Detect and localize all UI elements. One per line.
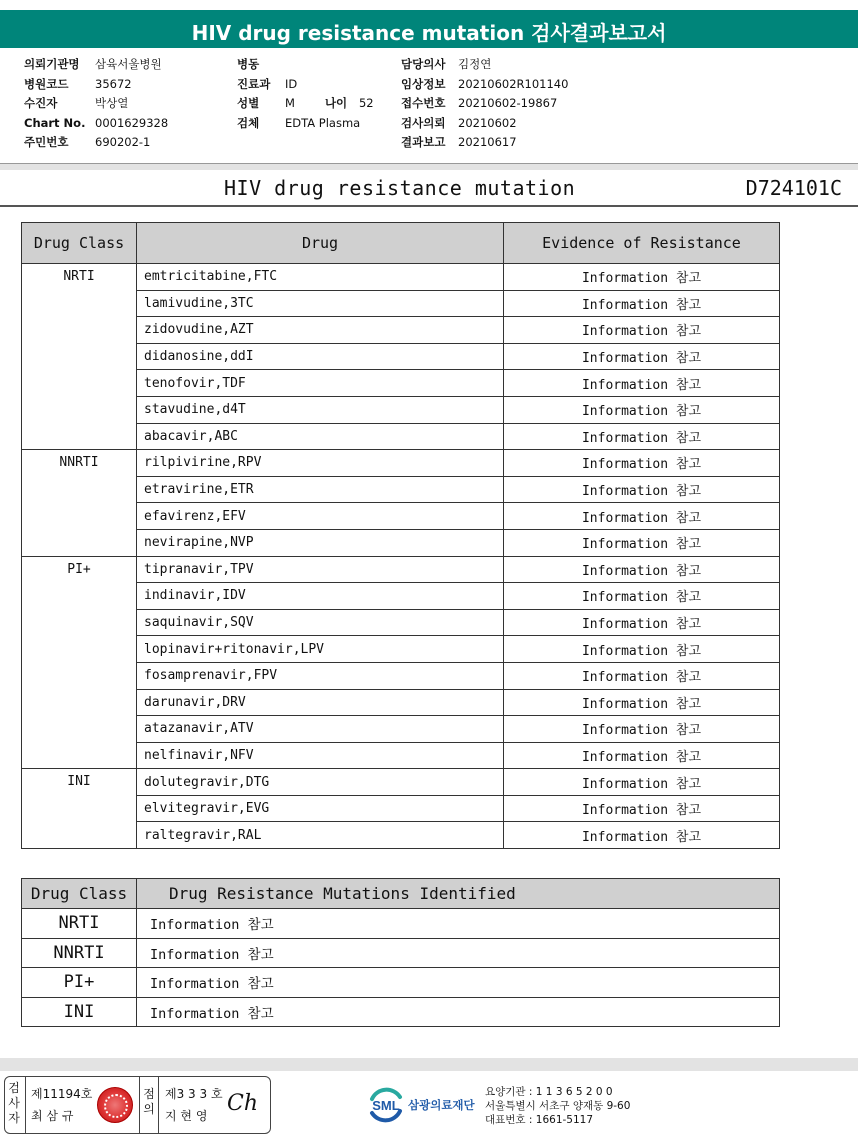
table-row [22,997,780,1027]
drug-cell: didanosine,ddI [137,343,504,370]
evidence-cell: Information 참고 [504,503,780,530]
footer-band [0,1058,858,1071]
header-drug-class: Drug Class [22,879,137,909]
info-row [237,94,374,114]
drug-cell: darunavir,DRV [137,689,504,716]
info-label: Chart No. [24,115,86,130]
info-value: 0001629328 [95,115,169,130]
drug-cell: indinavir,IDV [137,583,504,610]
drug-cell: nevirapine,NVP [137,529,504,556]
address-line: 서울특별시 서초구 양재동 9-60 [485,1100,631,1112]
evidence-cell: Information 참고 [504,556,780,583]
header-evidence: Evidence of Resistance [504,223,780,264]
table-row [22,450,780,477]
drug-class-cell: NRTI [22,264,137,450]
mutations-table [21,878,780,1027]
drug-cell: abacavir,ABC [137,423,504,450]
evidence-cell: Information 참고 [504,742,780,769]
info-value: EDTA Plasma [285,115,361,130]
info-label: 주민번호 [24,135,69,149]
table-row [22,769,780,796]
table-row [22,264,780,291]
drug-class-cell: INI [22,769,137,849]
info-value: M [285,96,295,110]
table-row [22,909,780,939]
info-label: 검사의뢰 [401,115,446,130]
drug-class-cell: INI [22,997,137,1027]
evidence-cell: Information 참고 [504,423,780,450]
drug-cell: nelfinavir,NFV [137,742,504,769]
evidence-cell: Information 참고 [504,396,780,423]
title-separator [0,205,858,207]
divider [25,1077,26,1133]
info-row [24,133,168,153]
grey-band [0,164,858,170]
info-row [24,55,168,75]
patient-info-col3 [401,55,568,153]
evidence-cell: Information 참고 [504,716,780,743]
inspector-number: 제11194호 [31,1087,93,1101]
info-label: 성별 [237,96,260,110]
evidence-cell: Information 참고 [504,795,780,822]
evidence-cell: Information 참고 [504,662,780,689]
age-value: 52 [358,96,374,110]
info-label: 의뢰기관명 [24,57,80,71]
info-label: 담당의사 [401,57,446,71]
header-mutations: Drug Resistance Mutations Identified [137,879,780,909]
drug-cell: tipranavir,TPV [137,556,504,583]
drug-cell: emtricitabine,FTC [137,264,504,291]
drug-cell: dolutegravir,DTG [137,769,504,796]
patient-info-col2 [237,55,374,133]
evidence-cell: Information 참고 [504,609,780,636]
info-label: 결과보고 [401,135,446,149]
info-label: 병동 [237,57,260,71]
signature-box [4,1076,271,1134]
drug-class-cell: NNRTI [22,938,137,968]
report-title: HIV drug resistance mutation [224,176,576,200]
drug-class-cell: PI+ [22,556,137,769]
info-row [237,75,374,95]
drug-class-cell: NNRTI [22,450,137,556]
evidence-cell: Information 참고 [504,769,780,796]
address-line: 요양기관 : 1 1 3 6 5 2 0 0 [485,1086,613,1098]
reviewer-name: 지 현 영 [165,1109,208,1123]
table-row [22,968,780,998]
divider [158,1077,159,1133]
mutation-info-cell: Information 참고 [137,909,780,939]
table-row [22,556,780,583]
reviewer-number: 제3 3 3 호 [165,1087,223,1101]
header-drug: Drug [137,223,504,264]
info-value: 20210602 [458,115,517,130]
org-address [485,1085,630,1127]
drug-class-cell: NRTI [22,909,137,939]
info-value: 20210617 [458,135,517,149]
drug-cell: elvitegravir,EVG [137,795,504,822]
info-row [401,114,568,134]
drug-cell: fosamprenavir,FPV [137,662,504,689]
info-value: 삼육서울병원 [95,57,162,71]
patient-info-col1 [24,55,168,153]
info-label: 접수번호 [401,96,446,110]
info-label: 진료과 [237,76,271,91]
report-code: D724101C [745,176,842,200]
signature: Ch [227,1091,259,1116]
info-value: 20210602R101140 [458,76,569,91]
mutation-info-cell: Information 참고 [137,968,780,998]
drug-cell: atazanavir,ATV [137,716,504,743]
drug-cell: rilpivirine,RPV [137,450,504,477]
info-value: 박상열 [95,96,129,110]
info-row [237,55,374,75]
evidence-cell: Information 참고 [504,343,780,370]
info-value: ID [285,76,298,91]
info-row [401,94,568,114]
sml-logo-icon [366,1085,406,1125]
age-label: 나이 [324,96,348,110]
evidence-cell: Information 참고 [504,317,780,344]
report-header-bar [0,10,858,48]
official-seal-icon [97,1087,133,1123]
drug-class-cell: PI+ [22,968,137,998]
evidence-cell: Information 참고 [504,529,780,556]
drug-cell: saquinavir,SQV [137,609,504,636]
reviewer-label: 점 의 [143,1087,155,1116]
info-value: 35672 [95,76,132,91]
drug-cell: tenofovir,TDF [137,370,504,397]
evidence-cell: Information 참고 [504,450,780,477]
info-value: 690202-1 [95,135,151,149]
inspector-label: 검 사 자 [8,1081,20,1125]
info-row [401,75,568,95]
info-row [237,114,374,134]
drug-cell: lamivudine,3TC [137,290,504,317]
info-label: 검체 [237,115,260,130]
inspector-name: 최 삼 규 [31,1109,74,1123]
drug-resistance-table [21,222,780,849]
info-row [401,55,568,75]
evidence-cell: Information 참고 [504,264,780,291]
info-row [24,75,168,95]
report-header-title: HIV drug resistance mutation 검사결과보고서 [191,21,667,45]
drug-cell: etravirine,ETR [137,476,504,503]
table-row [22,938,780,968]
org-name: 삼광의료재단 [408,1098,475,1112]
evidence-cell: Information 참고 [504,822,780,849]
header-drug-class: Drug Class [22,223,137,264]
info-row [401,133,568,153]
evidence-cell: Information 참고 [504,636,780,663]
drug-cell: raltegravir,RAL [137,822,504,849]
evidence-cell: Information 참고 [504,583,780,610]
info-label: 수진자 [24,96,58,110]
info-label: 임상정보 [401,76,446,91]
evidence-cell: Information 참고 [504,370,780,397]
mutation-info-cell: Information 참고 [137,938,780,968]
drug-cell: zidovudine,AZT [137,317,504,344]
info-row [24,114,168,134]
evidence-cell: Information 참고 [504,476,780,503]
mutation-info-cell: Information 참고 [137,997,780,1027]
info-value: 김정연 [458,57,492,71]
info-label: 병원코드 [24,76,69,91]
drug-cell: lopinavir+ritonavir,LPV [137,636,504,663]
evidence-cell: Information 참고 [504,290,780,317]
drug-cell: efavirenz,EFV [137,503,504,530]
divider [139,1077,140,1133]
info-row [24,94,168,114]
drug-cell: stavudine,d4T [137,396,504,423]
sml-logo-text: SML [372,1098,400,1113]
address-line: 대표번호 : 1661-5117 [485,1114,594,1126]
evidence-cell: Information 참고 [504,689,780,716]
info-value: 20210602-19867 [458,96,558,110]
